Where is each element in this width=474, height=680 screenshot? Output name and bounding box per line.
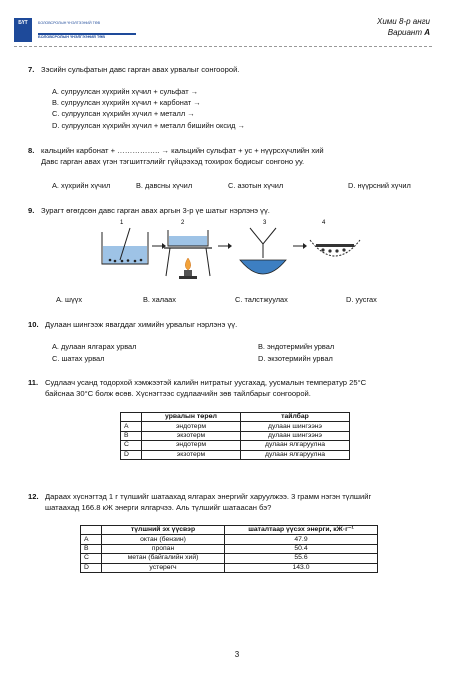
q12-text-line1: Дараах хүснэгтэд 1 г түлшийг шатаахад ялгарах энергийг харуулжээ. 3 грамм нэгэн түлшийг: [45, 492, 372, 501]
q11-table: [120, 412, 350, 460]
q8-option-a[interactable]: A. хүхрийн хүчил: [52, 181, 111, 190]
q11-number: 11.: [28, 378, 39, 387]
stage4-dish: [310, 240, 360, 256]
q12-number: 12.: [28, 492, 39, 501]
q7-option-c[interactable]: C. сулруулсан хүхрийн хүчил + металл →: [52, 109, 195, 118]
q7-option-d[interactable]: D. сулруулсан хүхрийн хүчил + металл бишийн оксид →: [52, 121, 245, 130]
q8-text: Давс гарган авах үгэн тэгшитгэлийг гүйцээхэд тохирох бодисыг сонгоно уу.: [41, 157, 305, 166]
header-rule: [14, 46, 432, 47]
q12-table: [80, 525, 378, 573]
arrowhead-3-4: [303, 243, 307, 249]
subject-label: Хими 8-р анги: [377, 17, 430, 26]
q8-option-b[interactable]: B. давсны хүчил: [136, 181, 193, 190]
q9-option-d[interactable]: D. уусгах: [346, 295, 377, 304]
q12-text-line2: шатаахад 166.8 кЖ энерги ялгарчээ. Аль түлшийг шатаасан бэ?: [45, 503, 272, 512]
q10-text: Дулаан шингээж явагддаг химийн урвалыг нэрлэнэ үү.: [45, 320, 238, 329]
arrowhead-2-3: [228, 243, 232, 249]
table-row[interactable]: D устөрөгч 143.0: [81, 563, 378, 572]
table-row[interactable]: A октан (бензин) 47.9: [81, 535, 378, 544]
q11-text-line2: байснаа 30°C болж өсөв. Хүснэгтээс судлаачийн зөв тайлбарыг сонгоорой.: [45, 389, 311, 398]
q9-option-c[interactable]: C. талстжуулах: [235, 295, 288, 304]
table-row[interactable]: C метан (байгалийн хий) 55.6: [81, 554, 378, 563]
logo: БҮТ: [14, 18, 32, 42]
stage1-beaker: [102, 228, 148, 264]
q9-text: Зурагт өгөгдсөн давс гарган авах аргын 3-р үе шатыг нэрлэнэ үү.: [41, 206, 270, 215]
q10-number: 10.: [28, 320, 39, 329]
table-row[interactable]: B экзотерм дулаан шингээнэ: [121, 431, 350, 440]
table-row[interactable]: C эндотерм дулаан ялгаруулна: [121, 441, 350, 450]
stage3-funnel: [240, 228, 286, 274]
figure-label-4: 4: [322, 220, 326, 226]
table-row[interactable]: D экзотерм дулаан ялгаруулна: [121, 450, 350, 459]
org-name-small: БОЛОВСРОЛЫН ҮНЭЛГЭЭНИЙ ТӨВ: [38, 21, 100, 25]
figure-label-1: 1: [120, 220, 124, 226]
q11-table-header: урвалын төрөл тайлбар: [121, 413, 350, 422]
header-info: [377, 16, 430, 38]
q10-option-d[interactable]: D. экзотермийн урвал: [258, 354, 333, 363]
q11-text-line1: Судлаач усанд тодорхой хэмжээтэй калийн нитратыг уусгахад, уусмалын температур 25°C: [45, 378, 367, 387]
figure-label-2: 2: [181, 220, 185, 226]
q10-option-b[interactable]: B. эндотермийн урвал: [258, 342, 335, 351]
q7-text: Зэсийн сульфатын давс гарган авах урвалыг сонгоорой.: [41, 65, 240, 74]
q7-number: 7.: [28, 65, 35, 74]
page-number: 3: [234, 650, 240, 659]
q9-option-a[interactable]: A. шүүх: [56, 295, 83, 304]
q9-option-b[interactable]: B. халаах: [143, 295, 176, 304]
q8-equation: кальцийн карбонат + …………….. → кальцийн сульфат + ус + нүүрсхүчлийн хий: [41, 146, 324, 155]
q8-option-d[interactable]: D. нүүрсний хүчил: [348, 181, 411, 190]
figure-label-3: 3: [263, 220, 267, 226]
stage2-heating: [164, 230, 212, 279]
table-row[interactable]: B пропан 50.4: [81, 544, 378, 553]
q8-option-c[interactable]: C. азотын хүчил: [228, 181, 284, 190]
q10-option-a[interactable]: A. дулаан ялгарах урвал: [52, 342, 137, 351]
q8-number: 8.: [28, 146, 35, 155]
q7-option-a[interactable]: A. сулруулсан хүхрийн хүчил + сульфат →: [52, 87, 199, 96]
salt-preparation-figure: [90, 214, 370, 290]
q7-option-b[interactable]: B. сулруулсан хүхрийн хүчил + карбонат →: [52, 98, 201, 107]
q12-table-header: түлшний эх үүсвэр шаталтаар үүсэх энерги, кЖ·г⁻¹: [81, 526, 378, 535]
variant-label: Вариант A: [387, 28, 430, 37]
table-row[interactable]: A эндотерм дулаан шингээнэ: [121, 422, 350, 431]
q10-option-c[interactable]: C. шатах урвал: [52, 354, 105, 363]
org-name: БОЛОВСРОЛЫН ҮНЭЛГЭЭНИЙ ТӨВ: [38, 35, 105, 39]
q9-number: 9.: [28, 206, 35, 215]
